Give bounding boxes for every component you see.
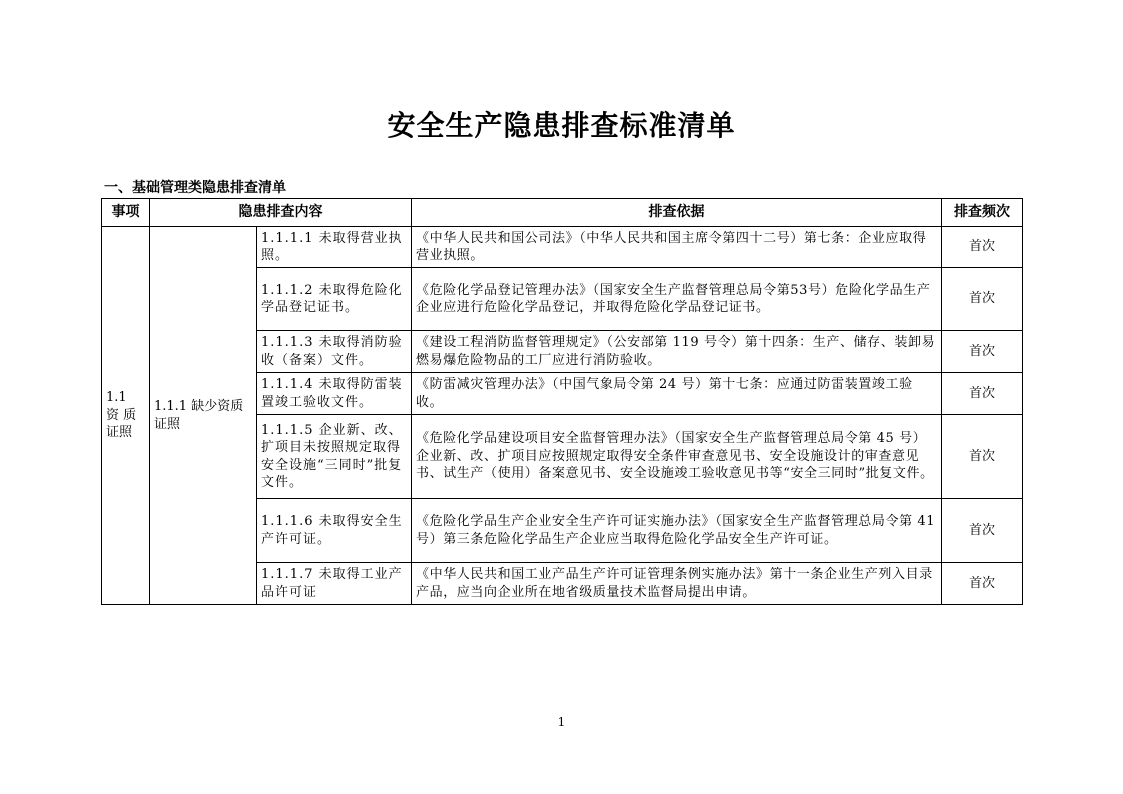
detail-cell: 1.1.1.3 未取得消防验收（备案）文件。 — [257, 331, 412, 373]
detail-cell: 1.1.1.2 未取得危险化学品登记证书。 — [257, 268, 412, 331]
frequency-cell: 首次 — [942, 415, 1023, 499]
detail-cell: 1.1.1.6 未取得安全生产许可证。 — [257, 499, 412, 563]
basis-cell: 《中华人民共和国公司法》（中华人民共和国主席令第四十二号）第七条：企业应取得营业执照。 — [412, 227, 942, 268]
header-frequency: 排查频次 — [942, 199, 1023, 227]
page-number: 1 — [557, 715, 566, 729]
header-item: 事项 — [102, 199, 150, 227]
basis-cell: 《危险化学品登记管理办法》（国家安全生产监督管理总局令第53号）危险化学品生产企业应进行危险化学品登记，并取得危险化学品登记证书。 — [412, 268, 942, 331]
section-heading: 一、基础管理类隐患排查清单 — [104, 180, 286, 196]
frequency-cell: 首次 — [942, 227, 1023, 268]
frequency-cell: 首次 — [942, 373, 1023, 415]
item-cell: 1.1 资 质 证照 — [102, 227, 150, 605]
table-header-row — [102, 199, 1023, 227]
detail-cell: 1.1.1.7 未取得工业产品许可证 — [257, 563, 412, 605]
basis-cell: 《危险化学品建设项目安全监督管理办法》（国家安全生产监督管理总局令第 45 号）企业新、改、扩项目应按照规定取得安全条件审查意见书、安全设施设计的审查意见书、试生产（使用）备案意见书、安全设施竣工验收意见书等“安全三同时”批复文件。 — [412, 415, 942, 499]
header-content: 隐患排查内容 — [150, 199, 412, 227]
table-row — [102, 227, 1023, 268]
frequency-cell: 首次 — [942, 499, 1023, 563]
basis-cell: 《中华人民共和国工业产品生产许可证管理条例实施办法》第十一条企业生产列入目录产品，应当向企业所在地省级质量技术监督局提出申请。 — [412, 563, 942, 605]
hazard-checklist-table — [101, 198, 1023, 605]
detail-cell: 1.1.1.4 未取得防雷装置竣工验收文件。 — [257, 373, 412, 415]
category-cell: 1.1.1 缺少资质证照 — [150, 227, 257, 605]
detail-cell: 1.1.1.5 企业新、改、扩项目未按照规定取得安全设施“三同时”批复文件。 — [257, 415, 412, 499]
basis-cell: 《防雷减灾管理办法》（中国气象局令第 24 号）第十七条：应通过防雷装置竣工验收。 — [412, 373, 942, 415]
basis-cell: 《危险化学品生产企业安全生产许可证实施办法》（国家安全生产监督管理总局令第 41 号）第三条危险化学品生产企业应当取得危险化学品安全生产许可证。 — [412, 499, 942, 563]
header-basis: 排查依据 — [412, 199, 942, 227]
frequency-cell: 首次 — [942, 268, 1023, 331]
detail-cell: 1.1.1.1 未取得营业执照。 — [257, 227, 412, 268]
document-title: 安全生产隐患排查标准清单 — [387, 109, 736, 142]
frequency-cell: 首次 — [942, 331, 1023, 373]
frequency-cell: 首次 — [942, 563, 1023, 605]
basis-cell: 《建设工程消防监督管理规定》（公安部第 119 号令）第十四条：生产、储存、装卸易燃易爆危险物品的工厂应进行消防验收。 — [412, 331, 942, 373]
